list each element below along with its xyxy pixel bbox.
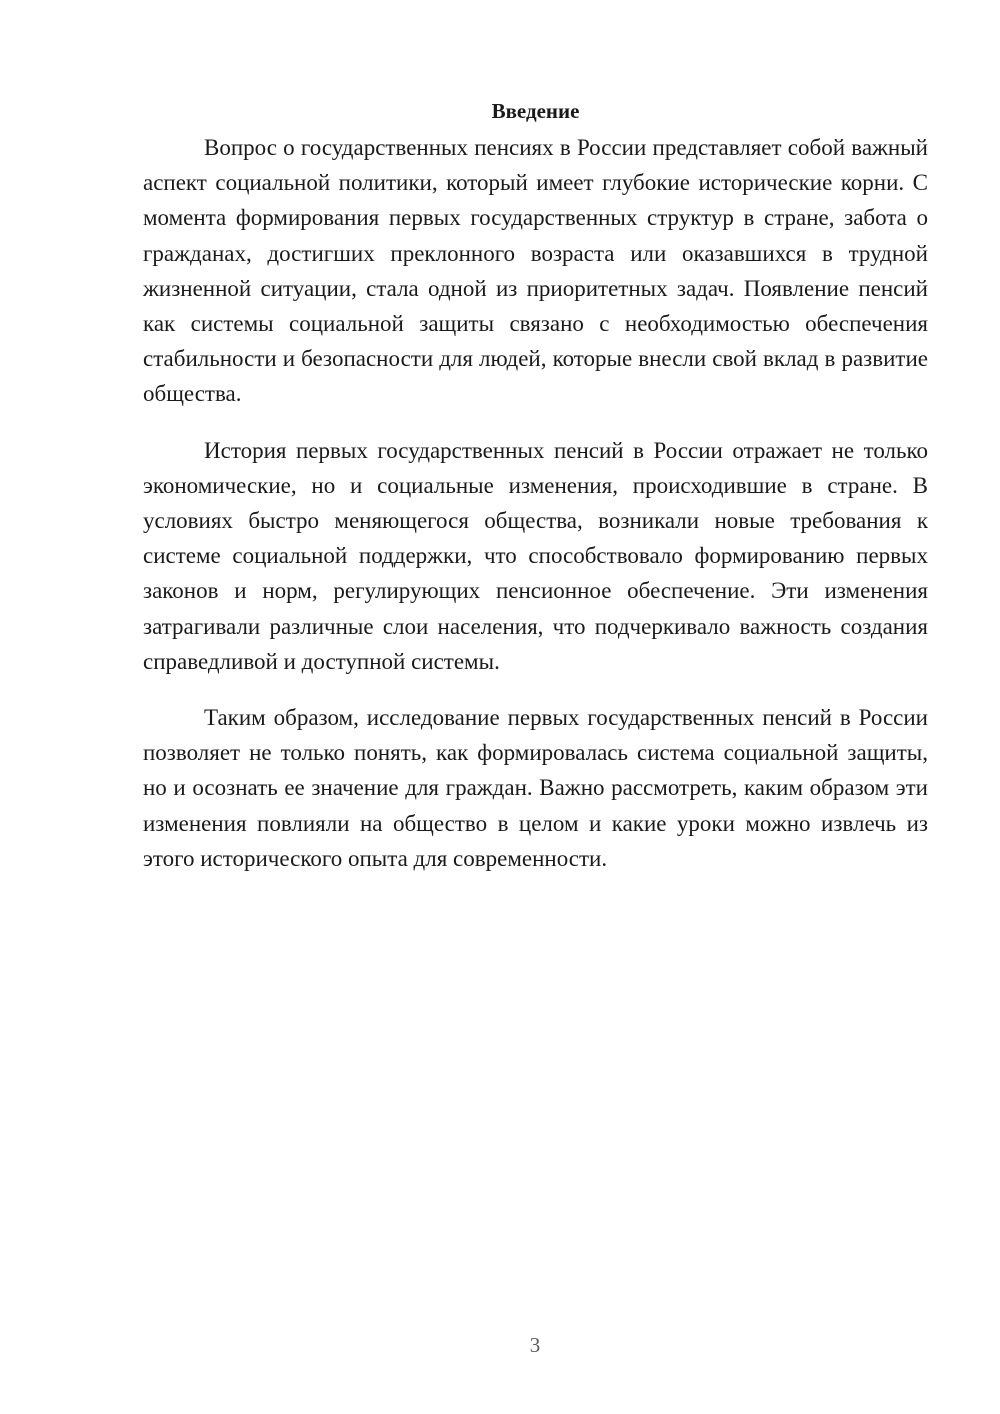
section-title: Введение (491, 99, 580, 123)
page-number: 3 (529, 1333, 541, 1357)
paragraph: История первых государственных пенсий в России отражает не только экономические, но и социальные изменения, происходившие в стране. В условиях быстро меняющегося общества, возникали новые требования к системе социальной поддержки, что способствовало формированию первых законов и норм, регулирующих пенсионное обеспечение. Эти изменения затрагивали различные слои населения, что подчеркивало важность создания справедливой и доступной системы. (143, 437, 928, 674)
paragraph: Таким образом, исследование первых государственных пенсий в России позволяет не только понять, как формировалась система социальной защиты, но и осознать ее значение для граждан. Важно рассмотреть, каким образом эти изменения повлияли на общество в целом и какие уроки можно извлечь из этого исторического опыта для современности. (143, 705, 928, 871)
page-content (143, 96, 928, 897)
paragraph: Вопрос о государственных пенсиях в России представляет собой важный аспект социальной политики, который имеет глубокие исторические корни. С момента формирования первых государственных структур в стране, забота о гражданах, достигших преклонного возраста или оказавшихся в трудной жизненной ситуации, стала одной из приоритетных задач. Появление пенсий как системы социальной защиты связано с необходимостью обеспечения стабильности и безопасности для людей, которые внесли свой вклад в развитие общества. (143, 135, 928, 407)
